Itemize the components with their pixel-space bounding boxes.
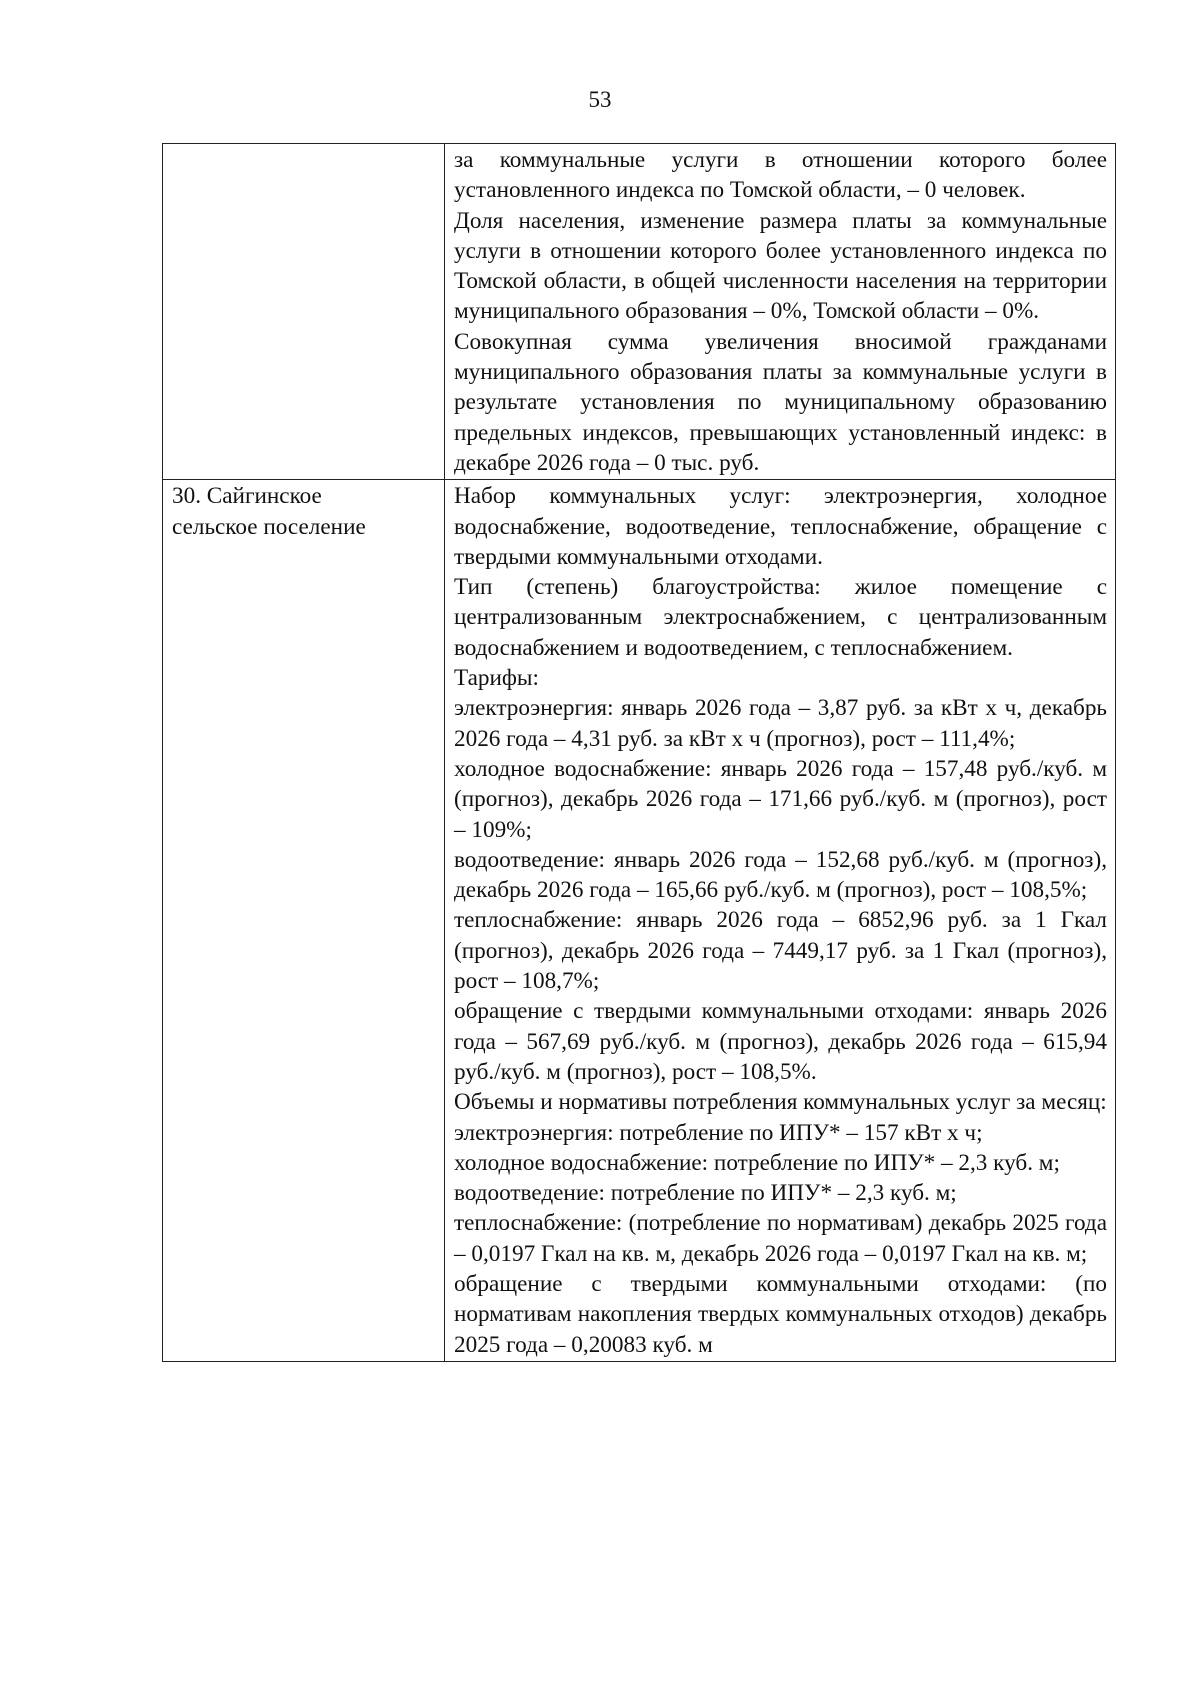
paragraph: Доля населения, изменение размера платы за коммунальные услуги в отношении которого более установленного индекса по Томской области, в общей численности населения на территории муниципального образования – 0%, Томской области – 0%. <box>454 207 1107 325</box>
municipality-name-line: сельское поселение <box>172 513 366 540</box>
municipality-name-cell <box>163 144 445 480</box>
paragraph: теплоснабжение: (потребление по нормативам) декабрь 2025 года – 0,0197 Гкал на кв. м, декабрь 2026 года – 0,0197 Гкал на кв. м; <box>454 1210 1107 1267</box>
paragraph: обращение с твердыми коммунальными отходами: январь 2026 года – 567,69 руб./куб. м (прогноз), декабрь 2026 года – 615,94 руб./куб. м (прогноз), рост – 108,5%. <box>454 998 1107 1085</box>
paragraph: теплоснабжение: январь 2026 года – 6852,96 руб. за 1 Гкал (прогноз), декабрь 2026 года – 7449,17 руб. за 1 Гкал (прогноз), рост – 108,7%; <box>454 907 1107 995</box>
paragraph: электроэнергия: потребление по ИПУ* – 157 кВт х ч; <box>454 1119 983 1146</box>
table-row <box>163 480 1116 1362</box>
paragraph: холодное водоснабжение: январь 2026 года – 157,48 руб./куб. м (прогноз), декабрь 2026 года – 171,66 руб./куб. м (прогноз), рост – 109%; <box>454 755 1107 843</box>
paragraph: Тип (степень) благоустройства: жилое помещение с централизованным электроснабжением, с централизованным водоснабжением и водоотведением, с теплоснабжением. <box>454 574 1107 661</box>
table-row <box>163 144 1116 480</box>
municipality-name-line: 30. Сайгинское <box>172 483 322 510</box>
description-cell <box>445 480 1116 1362</box>
paragraph: обращение с твердыми коммунальными отходами: (по нормативам накопления твердых коммунальных отходов) декабрь 2025 года – 0,20083 куб. м <box>454 1270 1107 1358</box>
page-number: 53 <box>588 87 612 112</box>
municipality-name-cell <box>163 480 445 1362</box>
paragraph: водоотведение: потребление по ИПУ* – 2,3 куб. м; <box>454 1180 957 1207</box>
paragraph: электроэнергия: январь 2026 года – 3,87 руб. за кВт х ч, декабрь 2026 года – 4,31 руб. за кВт х ч (прогноз), рост – 111,4%; <box>454 695 1107 752</box>
paragraph: Объемы и нормативы потребления коммунальных услуг за месяц: <box>454 1089 1107 1116</box>
document-table <box>162 143 1116 1362</box>
paragraph: Совокупная сумма увеличения вносимой гражданами муниципального образования платы за коммунальные услуги в результате установления по муниципальному образованию предельных индексов, превышающих установленный индекс: в декабре 2026 года – 0 тыс. руб. <box>454 328 1107 476</box>
paragraph: водоотведение: январь 2026 года – 152,68 руб./куб. м (прогноз), декабрь 2026 года – 165,66 руб./куб. м (прогноз), рост – 108,5%; <box>454 846 1107 904</box>
description-cell <box>445 144 1116 480</box>
paragraph: Тарифы: <box>454 665 539 692</box>
paragraph: Набор коммунальных услуг: электроэнергия, холодное водоснабжение, водоотведение, теплоснабжение, обращение с твердыми коммунальными отходами. <box>454 483 1107 570</box>
paragraph: холодное водоснабжение: потребление по ИПУ* – 2,3 куб. м; <box>454 1149 1060 1176</box>
paragraph: за коммунальные услуги в отношении которого более установленного индекса по Томской области, – 0 человек. <box>454 147 1107 204</box>
